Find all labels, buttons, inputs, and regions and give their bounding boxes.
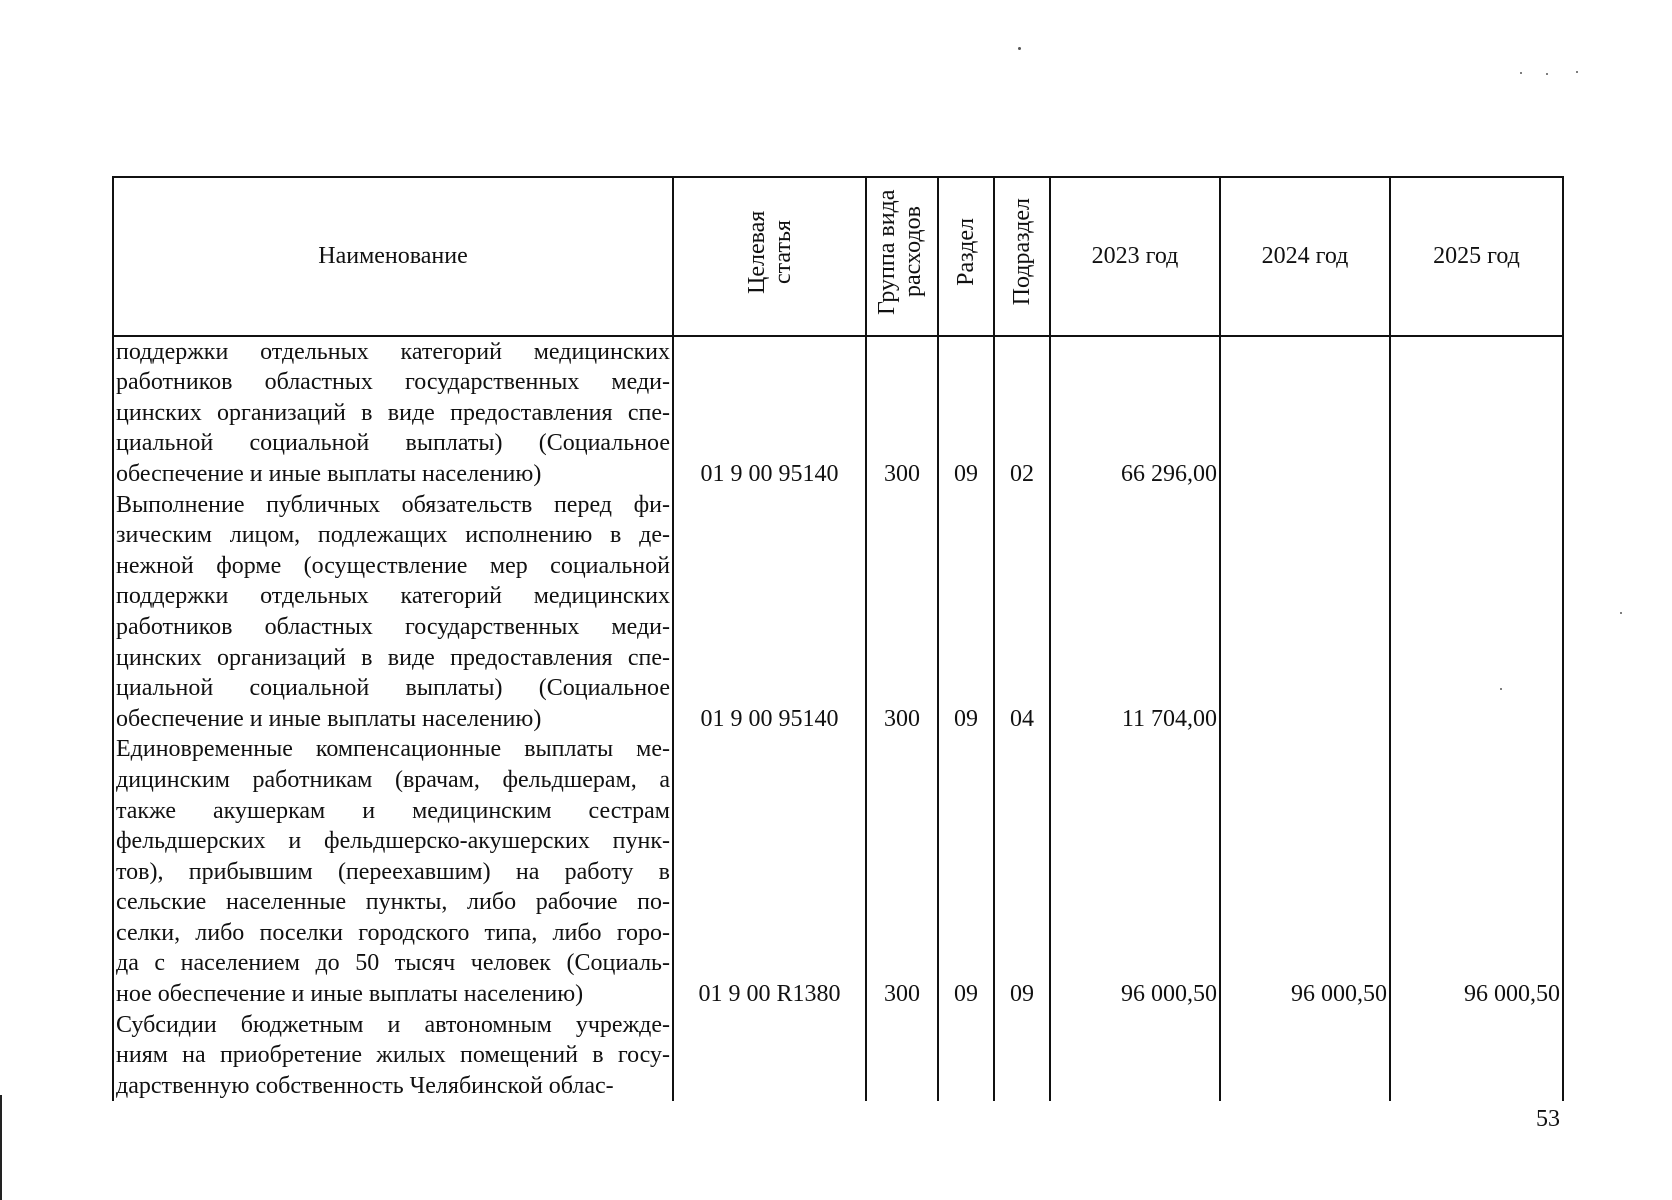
row-subsection bbox=[994, 1010, 1050, 1102]
table-row bbox=[113, 336, 1563, 490]
row-target-article: 01 9 00 95140 bbox=[673, 336, 866, 490]
table-row bbox=[113, 734, 1563, 1009]
row-name-line: циальной социальной выплаты) (Социальное bbox=[116, 430, 670, 457]
row-amount-2023: 11 704,00 bbox=[1050, 490, 1220, 735]
row-section bbox=[938, 1010, 994, 1102]
header-subsection-label: Подраздел bbox=[1009, 198, 1035, 306]
row-amount-2023 bbox=[1050, 1010, 1220, 1102]
row-amount-2023: 96 000,50 bbox=[1050, 734, 1220, 1009]
row-target-article: 01 9 00 R1380 bbox=[673, 734, 866, 1009]
row-name-line: Единовременные компенсационные выплаты ме- bbox=[116, 736, 670, 763]
row-expense-group: 300 bbox=[866, 490, 938, 735]
row-name-line: да с населением до 50 тысяч человек (Социаль- bbox=[116, 950, 670, 977]
row-name-line: поддержки отдельных категорий медицинских bbox=[116, 338, 670, 365]
row-name-line: сельские населенные пункты, либо рабочие по- bbox=[116, 889, 670, 916]
header-section-label: Раздел bbox=[953, 218, 979, 286]
table-row bbox=[113, 1010, 1563, 1102]
row-name bbox=[113, 734, 673, 1009]
row-name-line: ное обеспечение и иные выплаты населению) bbox=[116, 981, 584, 1008]
row-name-line: работников областных государственных меди- bbox=[116, 613, 670, 640]
row-name bbox=[113, 336, 673, 490]
header-section bbox=[938, 177, 994, 336]
row-name-line: поддержки отдельных категорий медицинских bbox=[116, 583, 670, 610]
row-name bbox=[113, 490, 673, 735]
row-amount-2025: 96 000,50 bbox=[1390, 734, 1563, 1009]
row-amount-2024 bbox=[1220, 490, 1390, 735]
row-target-article bbox=[673, 1010, 866, 1102]
row-name-line: Субсидии бюджетным и автономным учрежде- bbox=[116, 1011, 670, 1038]
scan-edge-line bbox=[0, 1095, 2, 1200]
row-name-line: нежной форме (осуществление мер социальной bbox=[116, 552, 670, 579]
row-target-article: 01 9 00 95140 bbox=[673, 490, 866, 735]
page-number: 53 bbox=[1536, 1106, 1560, 1132]
row-name-line: обеспечение и иные выплаты населению) bbox=[116, 460, 542, 487]
row-section: 09 bbox=[938, 734, 994, 1009]
row-subsection: 04 bbox=[994, 490, 1050, 735]
row-subsection: 02 bbox=[994, 336, 1050, 490]
table-row bbox=[113, 490, 1563, 735]
header-2025: 2025 год bbox=[1390, 177, 1563, 336]
row-name-line: работников областных государственных меди- bbox=[116, 369, 670, 396]
row-name-line: фельдшерских и фельдшерско-акушерских пунк- bbox=[116, 828, 670, 855]
row-section: 09 bbox=[938, 336, 994, 490]
scan-speck bbox=[1546, 73, 1548, 75]
row-expense-group: 300 bbox=[866, 336, 938, 490]
header-expense-group bbox=[866, 177, 938, 336]
row-name bbox=[113, 1010, 673, 1102]
budget-table bbox=[112, 176, 1564, 1101]
row-name-line: обеспечение и иные выплаты населению) bbox=[116, 705, 542, 732]
scan-speck bbox=[1520, 72, 1522, 74]
row-name-line: дарственную собственность Челябинской облас- bbox=[116, 1072, 614, 1099]
row-subsection: 09 bbox=[994, 734, 1050, 1009]
row-amount-2024: 96 000,50 bbox=[1220, 734, 1390, 1009]
row-name-line: цинских организаций в виде предоставления спе- bbox=[116, 644, 670, 671]
row-name-line: зическим лицом, подлежащих исполнению в де- bbox=[116, 522, 670, 549]
row-amount-2025 bbox=[1390, 1010, 1563, 1102]
row-amount-2025 bbox=[1390, 336, 1563, 490]
row-section: 09 bbox=[938, 490, 994, 735]
row-name-line: Выполнение публичных обязательств перед фи- bbox=[116, 491, 670, 518]
row-expense-group bbox=[866, 1010, 938, 1102]
header-2023: 2023 год bbox=[1050, 177, 1220, 336]
header-name: Наименование bbox=[113, 177, 673, 336]
row-amount-2025 bbox=[1390, 490, 1563, 735]
row-name-line: цинских организаций в виде предоставления спе- bbox=[116, 399, 670, 426]
row-amount-2024 bbox=[1220, 336, 1390, 490]
header-2024: 2024 год bbox=[1220, 177, 1390, 336]
scan-speck bbox=[1620, 612, 1622, 614]
header-target-article-label: Целевая статья bbox=[743, 210, 796, 294]
row-expense-group: 300 bbox=[866, 734, 938, 1009]
scan-speck bbox=[1576, 71, 1578, 73]
table-header-row bbox=[113, 177, 1563, 336]
row-name-line: ниям на приобретение жилых помещений в госу- bbox=[116, 1042, 670, 1069]
header-target-article bbox=[673, 177, 866, 336]
row-name-line: тов), прибывшим (переехавшим) на работу в bbox=[116, 858, 670, 885]
row-name-line: также акушеркам и медицинским сестрам bbox=[116, 797, 670, 824]
header-expense-group-label: Группа вида расходов bbox=[874, 189, 926, 315]
row-amount-2024 bbox=[1220, 1010, 1390, 1102]
row-amount-2023: 66 296,00 bbox=[1050, 336, 1220, 490]
row-name-line: дицинским работникам (врачам, фельдшерам, а bbox=[116, 766, 670, 793]
header-subsection bbox=[994, 177, 1050, 336]
row-name-line: селки, либо поселки городского типа, либо горо- bbox=[116, 919, 670, 946]
scan-speck bbox=[1018, 47, 1021, 50]
row-name-line: циальной социальной выплаты) (Социальное bbox=[116, 675, 670, 702]
